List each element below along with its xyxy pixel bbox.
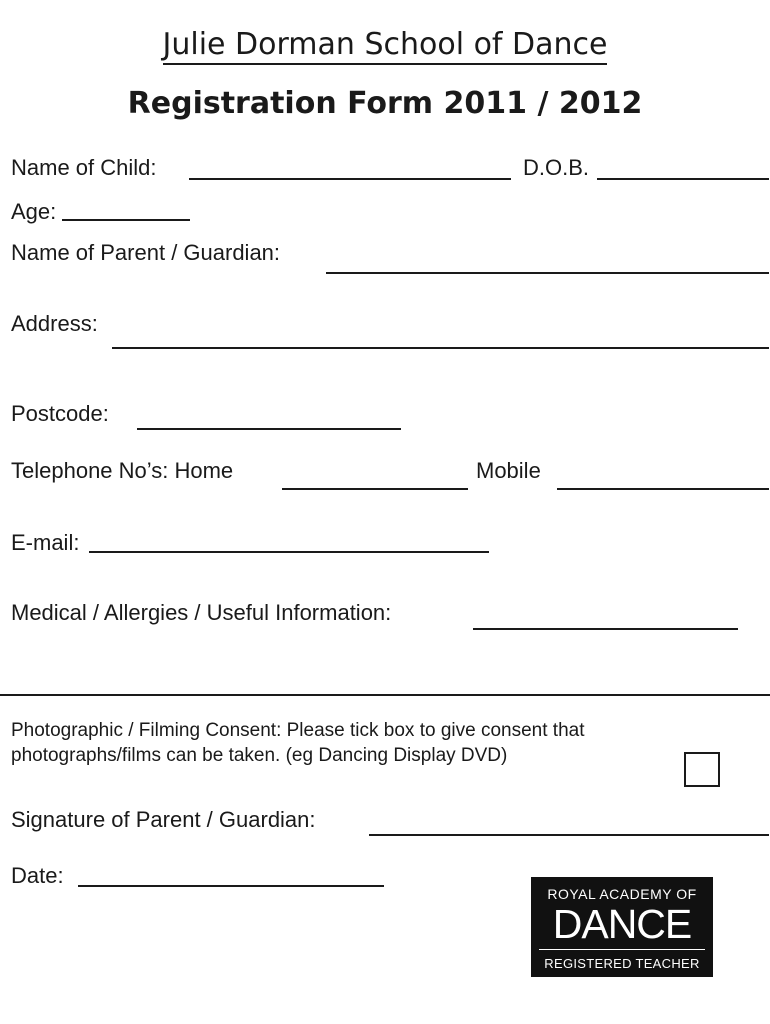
age-label: Age: [11,199,57,224]
rad-registered-teacher-logo [531,877,713,977]
consent-text-line1: Photographic / Filming Consent: Please tick box to give consent that [11,720,585,741]
mobile-label: Mobile [476,458,541,483]
section-divider [0,694,770,696]
dob-label: D.O.B. [523,155,590,180]
postcode-field[interactable] [137,428,401,430]
dob-field[interactable] [597,178,769,180]
email-label: E-mail: [11,530,80,555]
telephone-home-label: Telephone No’s: Home [11,458,234,483]
consent-checkbox[interactable] [684,752,720,787]
parent-name-field[interactable] [326,272,769,274]
child-name-field[interactable] [189,178,511,180]
medical-label: Medical / Allergies / Useful Information: [11,600,392,625]
form-title: Registration Form 2011 / 2012 [127,86,643,121]
child-name-label: Name of Child: [11,155,157,180]
email-field[interactable] [89,551,489,553]
medical-field[interactable] [473,628,738,630]
address-label: Address: [11,311,98,336]
logo-bottom-text: REGISTERED TEACHER [544,956,700,971]
age-field[interactable] [62,219,190,221]
mobile-field[interactable] [557,488,769,490]
date-field[interactable] [78,885,384,887]
date-label: Date: [11,863,64,888]
logo-main-text: DANCE [552,901,692,947]
signature-label: Signature of Parent / Guardian: [11,807,316,832]
parent-name-label: Name of Parent / Guardian: [11,240,281,265]
logo-divider [539,949,705,950]
postcode-label: Postcode: [11,401,109,426]
logo-top-text: ROYAL ACADEMY OF [547,886,697,902]
telephone-home-field[interactable] [282,488,468,490]
signature-field[interactable] [369,834,769,836]
school-name: Julie Dorman School of Dance [0,26,770,64]
address-field[interactable] [112,347,769,349]
consent-text-line2: photographs/films can be taken. (eg Dancing Display DVD) [11,745,508,766]
